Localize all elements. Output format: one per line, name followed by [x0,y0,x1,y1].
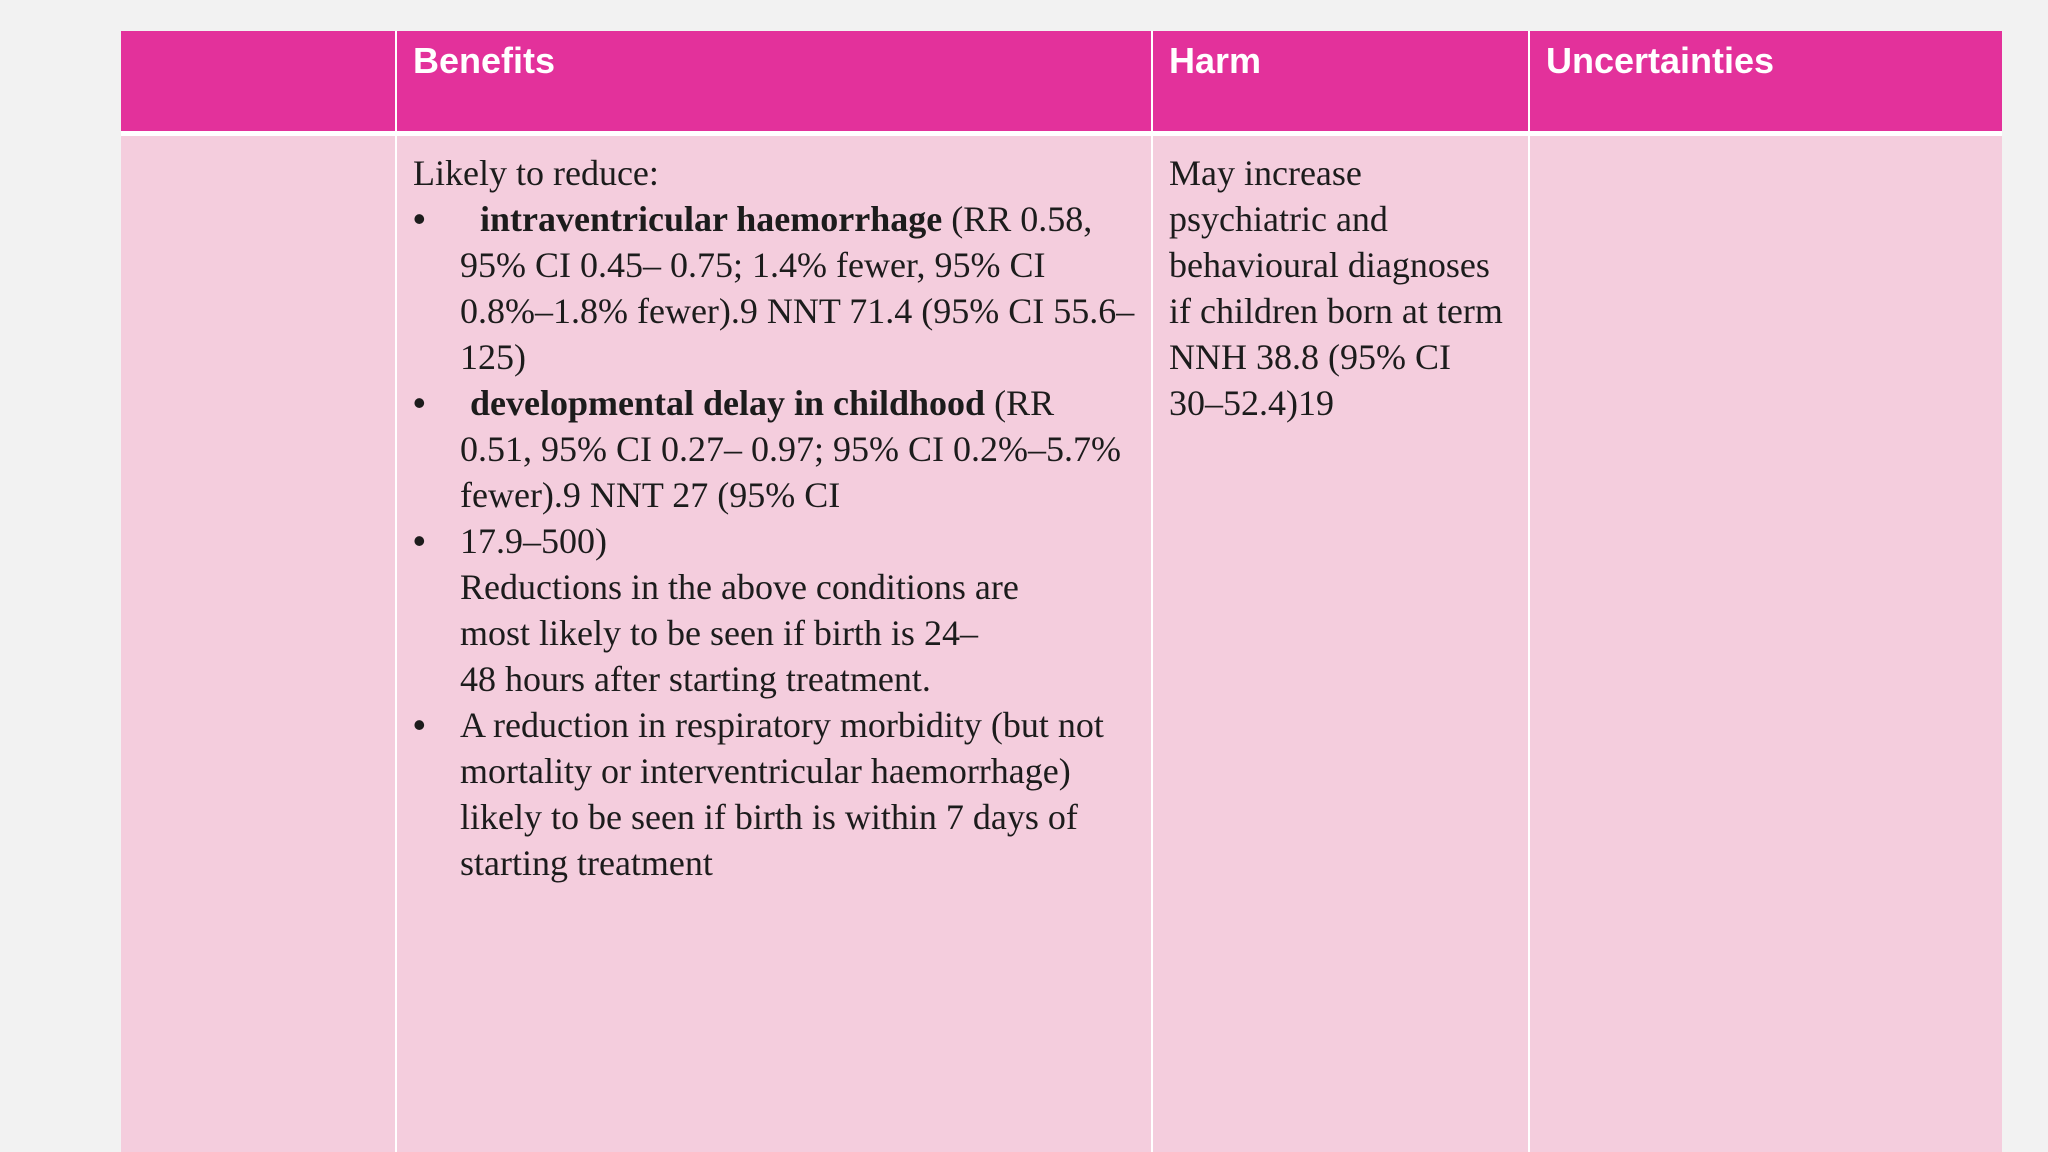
table-row [121,133,2002,1152]
benefits-note-line: most likely to be seen if birth is 24– [460,612,978,653]
header-cell-harm: Harm [1152,31,1529,133]
list-item [413,702,1135,886]
benefit-item2-detail: (RR 0.51, 95% CI 0.27– 0.97; 95% CI 0.2%–5.7% fewer).9 NNT 27 (95% CI [460,382,1121,515]
evidence-table [121,31,2002,1152]
list-item [413,380,1135,518]
benefits-cell [396,133,1152,1152]
benefits-note-line: Reductions in the above conditions are [460,566,1019,607]
benefit-item1-detail: (RR 0.58, 95% CI 0.45– 0.75; 1.4% fewer, 95% CI 0.8%–1.8% fewer).9 NNT 71.4 (95% CI 55.6–125) [460,198,1135,377]
uncertainties-cell [1529,133,2002,1152]
benefit-item3: 17.9–500) [460,520,607,561]
header-cell-benefits: Benefits [396,31,1152,133]
benefits-list [413,196,1135,564]
harm-cell: May increase psychiatric and behavioural diagnoses if children born at term NNH 38.8 (95% CI 30–52.4)19 [1152,133,1529,1152]
bullet-icon: • [413,519,426,561]
list-item [413,518,1135,564]
benefits-note [413,564,1135,702]
benefit-item1-term: intraventricular haemorrhage [480,198,943,239]
list-item [413,196,1135,380]
bullet-icon: • [413,197,426,239]
header-cell-blank [121,31,396,133]
benefits-list-2 [413,702,1135,886]
header-cell-uncertainties: Uncertainties [1529,31,2002,133]
benefits-note-line: 48 hours after starting treatment. [460,658,931,699]
row-label-cell [121,133,396,1152]
benefit-item2-term: developmental delay in childhood [470,382,986,423]
bullet-icon: • [413,381,426,423]
header-row [121,31,2002,133]
benefit-item4: A reduction in respiratory morbidity (but not mortality or interventricular haemorrhage) likely to be seen if birth is within 7 days of starting treatment [460,704,1104,883]
bullet-icon: • [413,703,426,745]
benefits-intro: Likely to reduce: [413,152,659,193]
